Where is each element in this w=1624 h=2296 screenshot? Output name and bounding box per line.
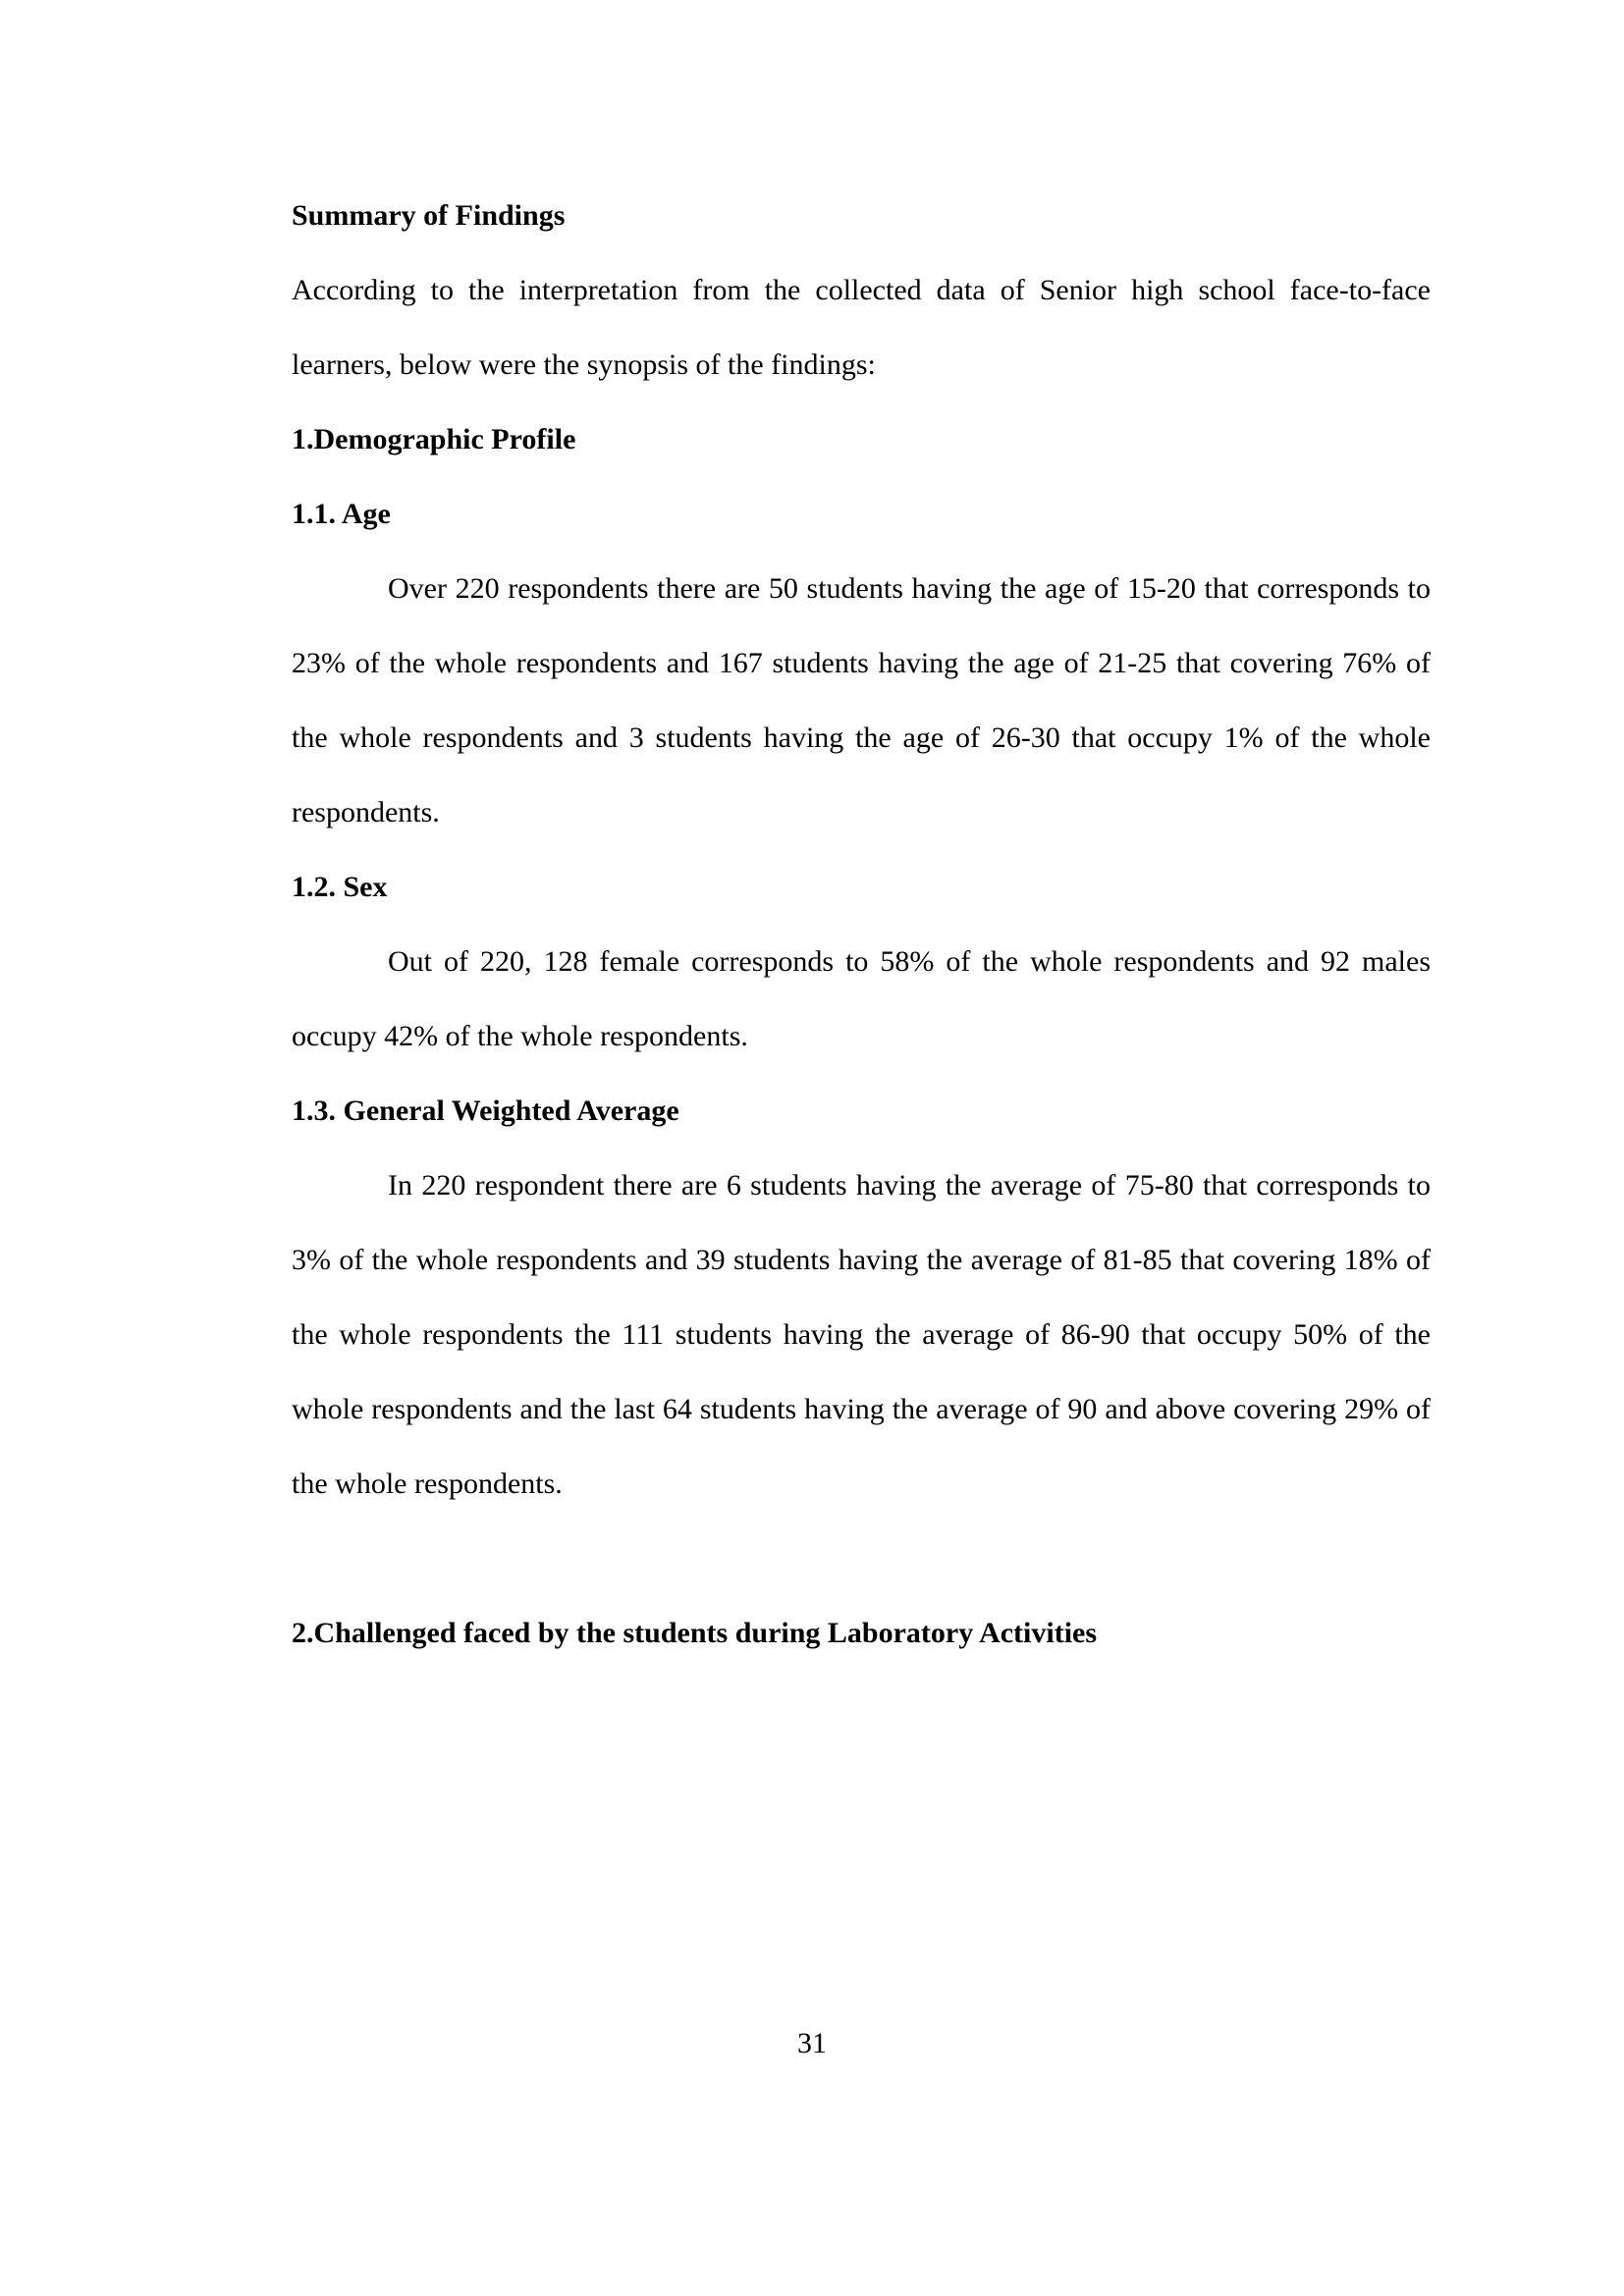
blank-line-spacer — [292, 1522, 1431, 1596]
heading-demographic-profile: 1.Demographic Profile — [292, 423, 576, 455]
heading-sex: 1.2. Sex — [292, 871, 388, 903]
heading-age: 1.1. Age — [292, 498, 391, 530]
paragraph-general-weighted-average: In 220 respondent there are 6 students having the average of 75-80 that corresponds to 3% of the whole respondents and 39 students having the average of 81-85 that covering 18% of the whole respondents the 111 students having the average of 86-90 that occupy 50% of the whole respondents and the last 64 students having the average of 90 and above covering 29% of the whole respondents. — [292, 1169, 1431, 1500]
paragraph-age: Over 220 respondents there are 50 students having the age of 15-20 that corresponds to 23% of the whole respondents and 167 students having the age of 21-25 that covering 76% of the whole respondents and 3 students having the age of 26-30 that occupy 1% of the whole respondents. — [292, 572, 1431, 828]
page-number: 31 — [797, 2027, 827, 2059]
heading-challenges-laboratory-activities: 2.Challenged faced by the students during Laboratory Activities — [292, 1617, 1098, 1649]
page-body — [292, 179, 1431, 1671]
paragraph-summary-intro: According to the interpretation from the collected data of Senior high school face-to-face learners, below were the synopsis of the findings: — [292, 274, 1431, 381]
heading-summary-of-findings: Summary of Findings — [292, 199, 566, 232]
paragraph-sex: Out of 220, 128 female corresponds to 58% of the whole respondents and 92 males occupy 42% of the whole respondents. — [292, 945, 1431, 1052]
heading-general-weighted-average: 1.3. General Weighted Average — [292, 1095, 679, 1127]
